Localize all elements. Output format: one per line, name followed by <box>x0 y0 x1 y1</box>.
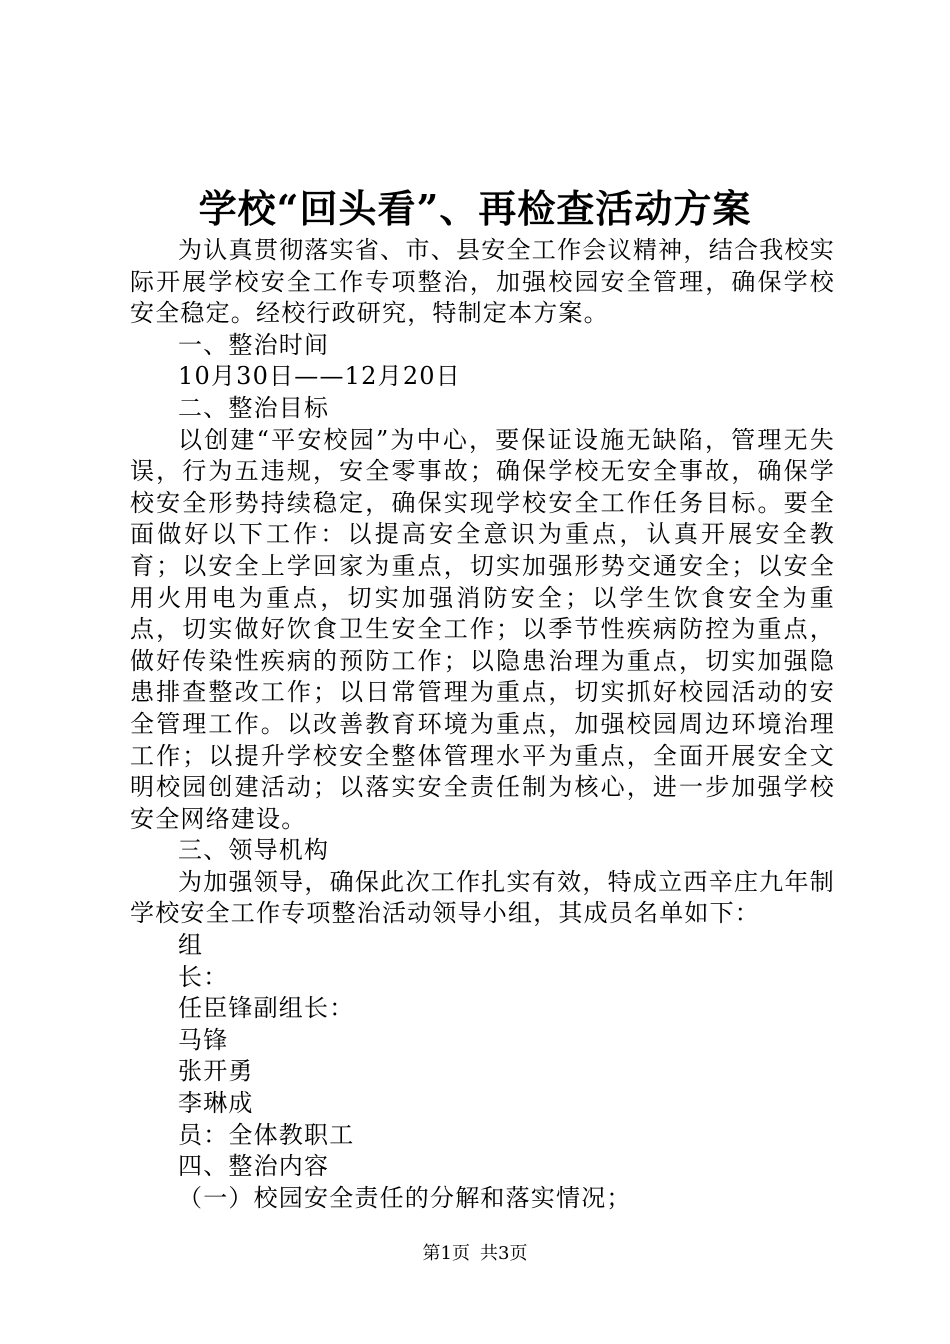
content-item: （一）校园安全责任的分解和落实情况； <box>178 1183 632 1212</box>
member-line: 任臣锋副组长： <box>178 994 355 1023</box>
section-heading-leadership: 三、领导机构 <box>178 836 330 865</box>
member-line: 组 <box>178 931 204 960</box>
document-title: 学校“回头看”、再检查活动方案 <box>198 186 752 231</box>
section-heading-content: 四、整治内容 <box>178 1152 330 1181</box>
page-number: 第1页 <box>422 1243 470 1264</box>
page-total: 共3页 <box>480 1243 528 1264</box>
leadership-paragraph: 为加强领导，确保此次工作扎实有效，特成立西辛庄九年制学校安全工作专项整治活动领导小组，其成员名单如下： <box>130 867 835 928</box>
page-footer <box>0 1242 950 1266</box>
section-heading-goals: 二、整治目标 <box>178 393 330 422</box>
section-heading-time: 一、整治时间 <box>178 330 330 359</box>
member-line: 李琳成 <box>178 1089 254 1118</box>
member-line: 马锋 <box>178 1025 229 1054</box>
intro-paragraph: 为认真贯彻落实省、市、县安全工作会议精神，结合我校实际开展学校安全工作专项整治，加强校园安全管理，确保学校安全稳定。经校行政研究，特制定本方案。 <box>130 236 835 328</box>
document-body <box>130 235 835 1214</box>
time-range: 10月30日——12月20日 <box>178 362 461 391</box>
member-line: 员：全体教职工 <box>178 1120 355 1149</box>
member-line: 张开勇 <box>178 1057 254 1086</box>
goals-paragraph: 以创建“平安校园”为中心，要保证设施无缺陷，管理无失误，行为五违规，安全零事故；确保学校无安全事故，确保学校安全形势持续稳定，确保实现学校安全工作任务目标。要全面做好以下工作：以提高安全意识为重点，认真开展安全教育；以安全上学回家为重点，切实加强形势交通安全；以安全用火用电为重点，切实加强消防安全；以学生饮食安全为重点，切实做好饮食卫生安全工作；以季节性疾病防控为重点，做好传染性疾病的预防工作；以隐患治理为重点，切实加强隐患排查整改工作；以日常管理为重点，切实抓好校园活动的安全管理工作。以改善教育环境为重点，加强校园周边环境治理工作；以提升学校安全整体管理水平为重点，全面开展安全文明校园创建活动；以落实安全责任制为核心，进一步加强学校安全网络建设。 <box>130 425 835 833</box>
member-line: 长： <box>178 962 229 991</box>
